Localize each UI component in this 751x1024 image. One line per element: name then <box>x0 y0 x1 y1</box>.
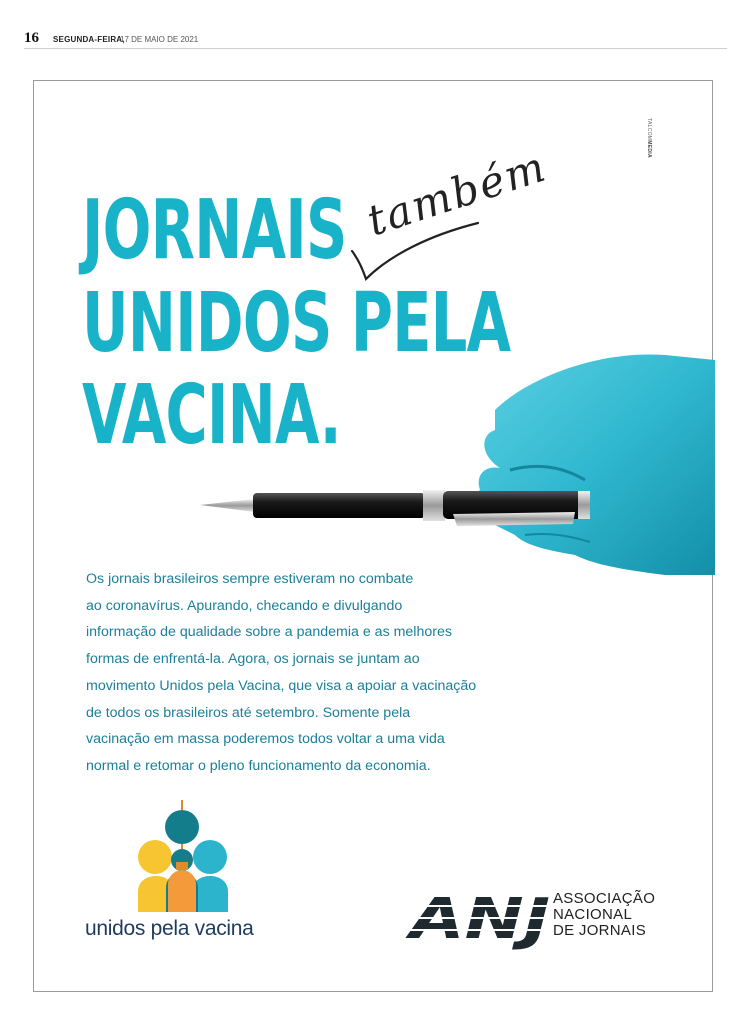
body-line: informação de qualidade sobre a pandemia e as melhores <box>86 624 452 641</box>
body-line: de todos os brasileiros até setembro. Somente pela <box>86 704 411 721</box>
script-word-text: também <box>361 141 553 246</box>
body-line: vacinação em massa poderemos todos voltar a uma vida <box>86 731 445 748</box>
body-copy <box>86 566 496 780</box>
body-line: normal e retomar o pleno funcionamento da economia. <box>86 757 431 774</box>
unidos-pela-vacina-logo-icon <box>130 800 240 920</box>
credit-part1: TALCOM <box>646 118 652 141</box>
page-header <box>24 30 727 49</box>
body-line: movimento Unidos pela Vacina, que visa a apoiar a vacinação <box>86 677 477 694</box>
body-line: ao coronavírus. Apurando, checando e divulgando <box>86 597 403 614</box>
anj-name-line: NACIONAL <box>553 906 633 923</box>
anj-full-name <box>553 891 655 939</box>
script-word-tambem <box>350 141 553 285</box>
pen-icon <box>200 490 590 526</box>
headline-line-1: JORNAIS <box>82 183 347 278</box>
credit-part2: MEDIA <box>646 140 652 158</box>
header-day: SEGUNDA-FEIRA, <box>53 35 125 44</box>
page-number: 16 <box>24 30 39 46</box>
header-date: 17 DE MAIO DE 2021 <box>120 35 199 44</box>
anj-logo-icon <box>404 887 556 952</box>
body-line: Os jornais brasileiros sempre estiveram no combate <box>86 571 414 587</box>
agency-credit <box>646 118 652 178</box>
unidos-pela-vacina-wordmark: unidos pela vacina <box>85 917 254 940</box>
headline-line-3: VACINA. <box>82 368 341 463</box>
glove-icon <box>471 354 715 575</box>
gloved-hand-with-pen-image <box>195 350 715 580</box>
anj-name-line: ASSOCIAÇÃO <box>553 890 656 907</box>
body-line: formas de enfrentá-la. Agora, os jornais se juntam ao <box>86 651 420 668</box>
anj-mark: ANJ <box>404 887 550 952</box>
anj-name-line: DE JORNAIS <box>553 922 647 939</box>
headline-line-2: UNIDOS PELA <box>82 276 511 371</box>
